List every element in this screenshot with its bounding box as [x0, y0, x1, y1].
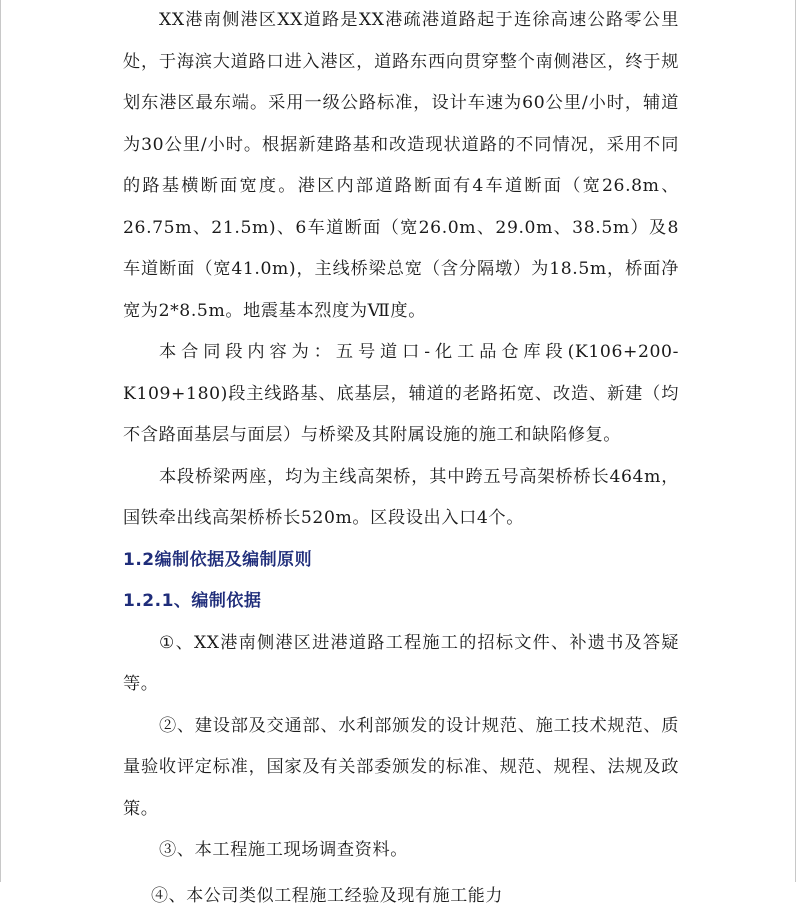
basis-item-2: ②、建设部及交通部、水利部颁发的设计规范、施工技术规范、质量验收评定标准，国家及有关部委颁发的标准、规范、规程、法规及政策。: [123, 715, 679, 819]
paragraph-project-overview: XX港南侧港区XX道路是XX港疏港道路起于连徐高速公路零公里处，于海滨大道路口进入港区，道路东西向贯穿整个南侧港区，终于规划东港区最东端。采用一级公路标准，设计车速为60公里/小时，辅道为30公里/小时。根据新建路基和改造现状道路的不同情况，采用不同的路基横断面宽度。港区内部道路断面有4车道断面（宽26.8m、26.75m、21.5m)、6车道断面（宽26.0m、29.0m、38.5m）及8车道断面（宽41.0m)，主线桥梁总宽（含分隔墩）为18.5m，桥面净宽为2*8.5m。地震基本烈度为Ⅶ度。: [123, 10, 679, 321]
partial-line-cutoff: [151, 868, 611, 906]
paragraph-contract-scope: 本合同段内容为：五号道口-化工品仓库段(K106+200-K109+180)段主线路基、底基层，辅道的老路拓宽、改造、新建（均不含路面基层与面层）与桥梁及其附属设施的施工和缺陷修复。: [123, 342, 679, 445]
basis-item-3: ③、本工程施工现场调查资料。: [159, 840, 409, 860]
basis-item-1: ①、XX港南侧港区进港道路工程施工的招标文件、补遗书及答疑等。: [123, 632, 679, 694]
partial-line-text: ④、本公司类似工程施工经验及现有施工能力: [151, 886, 503, 906]
document-content: [123, 0, 679, 872]
section-heading-1-2-1: 1.2.1、编制依据: [123, 591, 262, 611]
paragraph-bridges: 本段桥梁两座，均为主线高架桥，其中跨五号高架桥桥长464m，国铁牵出线高架桥桥长520m。区段设出入口4个。: [123, 466, 679, 528]
section-heading-1-2: 1.2编制依据及编制原则: [123, 549, 313, 570]
